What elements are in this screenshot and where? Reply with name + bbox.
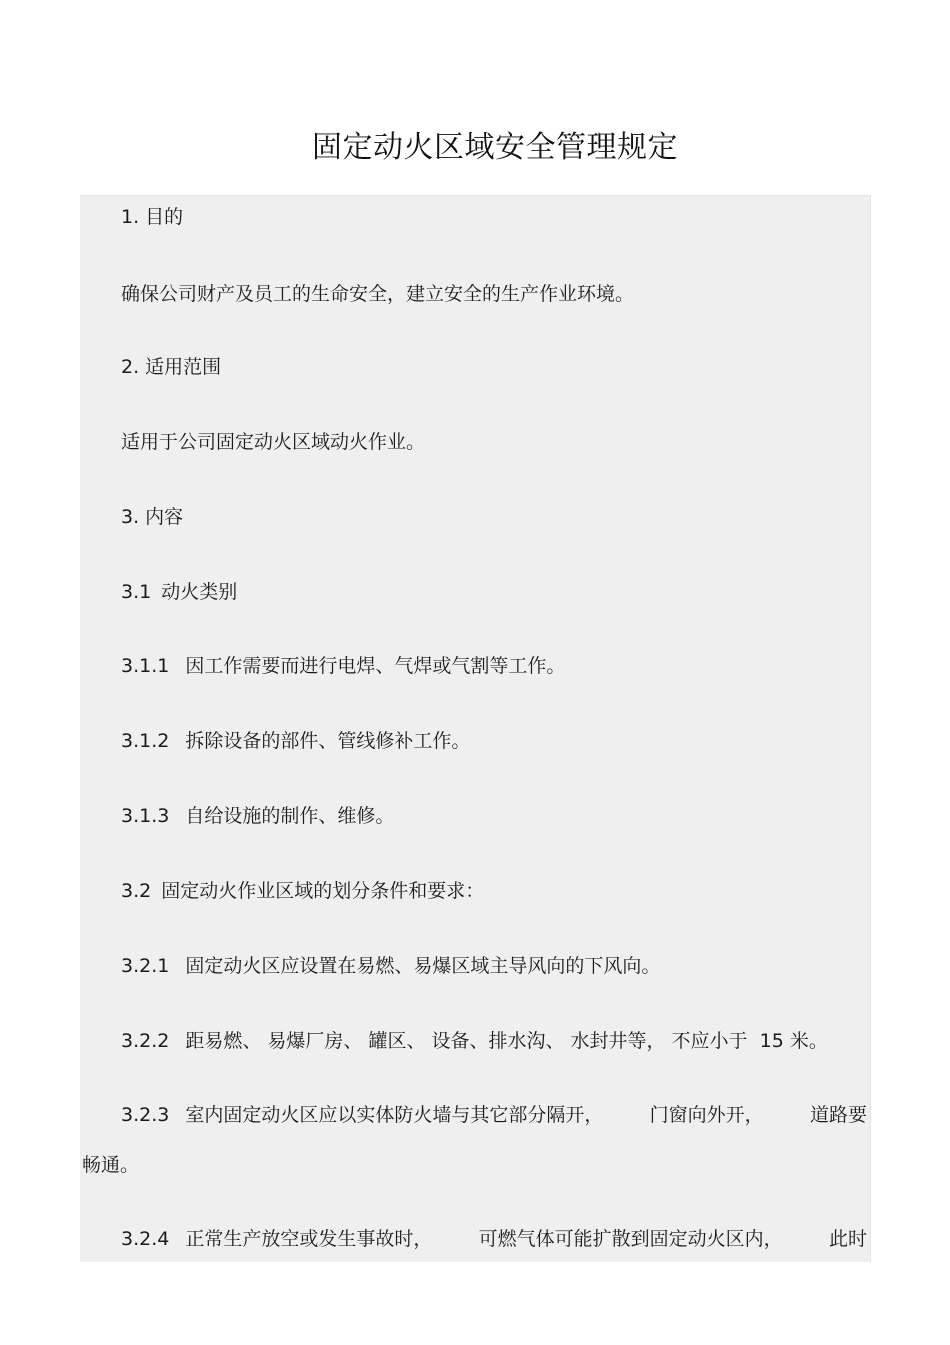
clause-text-part-c: 道路要 <box>809 1104 867 1126</box>
clause-text: 拆除设备的部件、管线修补工作。 <box>185 730 471 752</box>
section-3-1 <box>121 580 237 604</box>
section-3-2-3 <box>121 1103 867 1127</box>
clause-number: 3.1.3 <box>121 805 170 827</box>
clause-text: 固定动火区应设置在易燃、易爆区域主导风向的下风向。 <box>185 955 661 977</box>
clause-text-part-b: 可燃气体可能扩散到固定动火区内， <box>478 1228 783 1250</box>
clause-number: 3.2.1 <box>121 955 170 977</box>
section-3-2-4 <box>121 1227 867 1251</box>
clause-text: 自给设施的制作、维修。 <box>185 805 395 827</box>
clause-number: 3.2.3 <box>121 1104 170 1126</box>
section-3-2 <box>121 879 484 903</box>
section-3-1-2 <box>121 729 470 753</box>
clause-number: 3.1.1 <box>121 655 170 677</box>
section-1-text: 确保公司财产及员工的生命安全，建立安全的生产作业环境。 <box>121 283 635 305</box>
section-2-text: 适用于公司固定动火区域动火作业。 <box>121 431 426 453</box>
clause-text: 因工作需要而进行电焊、气焊或气割等工作。 <box>185 655 566 677</box>
clause-text-part-c: 此时 <box>828 1228 867 1250</box>
clause-number: 3.1.2 <box>121 730 170 752</box>
clause-text-part-b: 门窗向外开， <box>649 1104 764 1126</box>
section-3-2-2 <box>121 1029 828 1053</box>
clause-text: 固定动火作业区域的划分条件和要求： <box>161 880 485 902</box>
clause-number: 3.2 <box>121 880 152 902</box>
clause-text: 动火类别 <box>161 581 238 603</box>
document-title: 固定动火区域安全管理规定 <box>312 130 678 165</box>
section-3-1-3 <box>121 804 394 828</box>
clause-number: 3.1 <box>121 581 152 603</box>
clause-text: 距易燃、 易爆厂房、 罐区、 设备、排水沟、 水封井等， 不应小于 15 米。 <box>185 1030 828 1052</box>
clause-text-part-a: 正常生产放空或发生事故时， <box>185 1228 433 1250</box>
clause-text-part-a: 室内固定动火区应以实体防火墙与其它部分隔开， <box>185 1104 604 1126</box>
section-2-heading: 2. 适用范围 <box>121 356 222 378</box>
section-1-heading: 1. 目的 <box>121 206 184 228</box>
section-3-2-1 <box>121 954 660 978</box>
clause-number: 3.2.2 <box>121 1030 170 1052</box>
section-3-1-1 <box>121 654 565 678</box>
section-3-2-3-continuation: 畅通。 <box>82 1154 140 1176</box>
section-3-heading: 3. 内容 <box>121 506 184 528</box>
clause-number: 3.2.4 <box>121 1228 170 1250</box>
